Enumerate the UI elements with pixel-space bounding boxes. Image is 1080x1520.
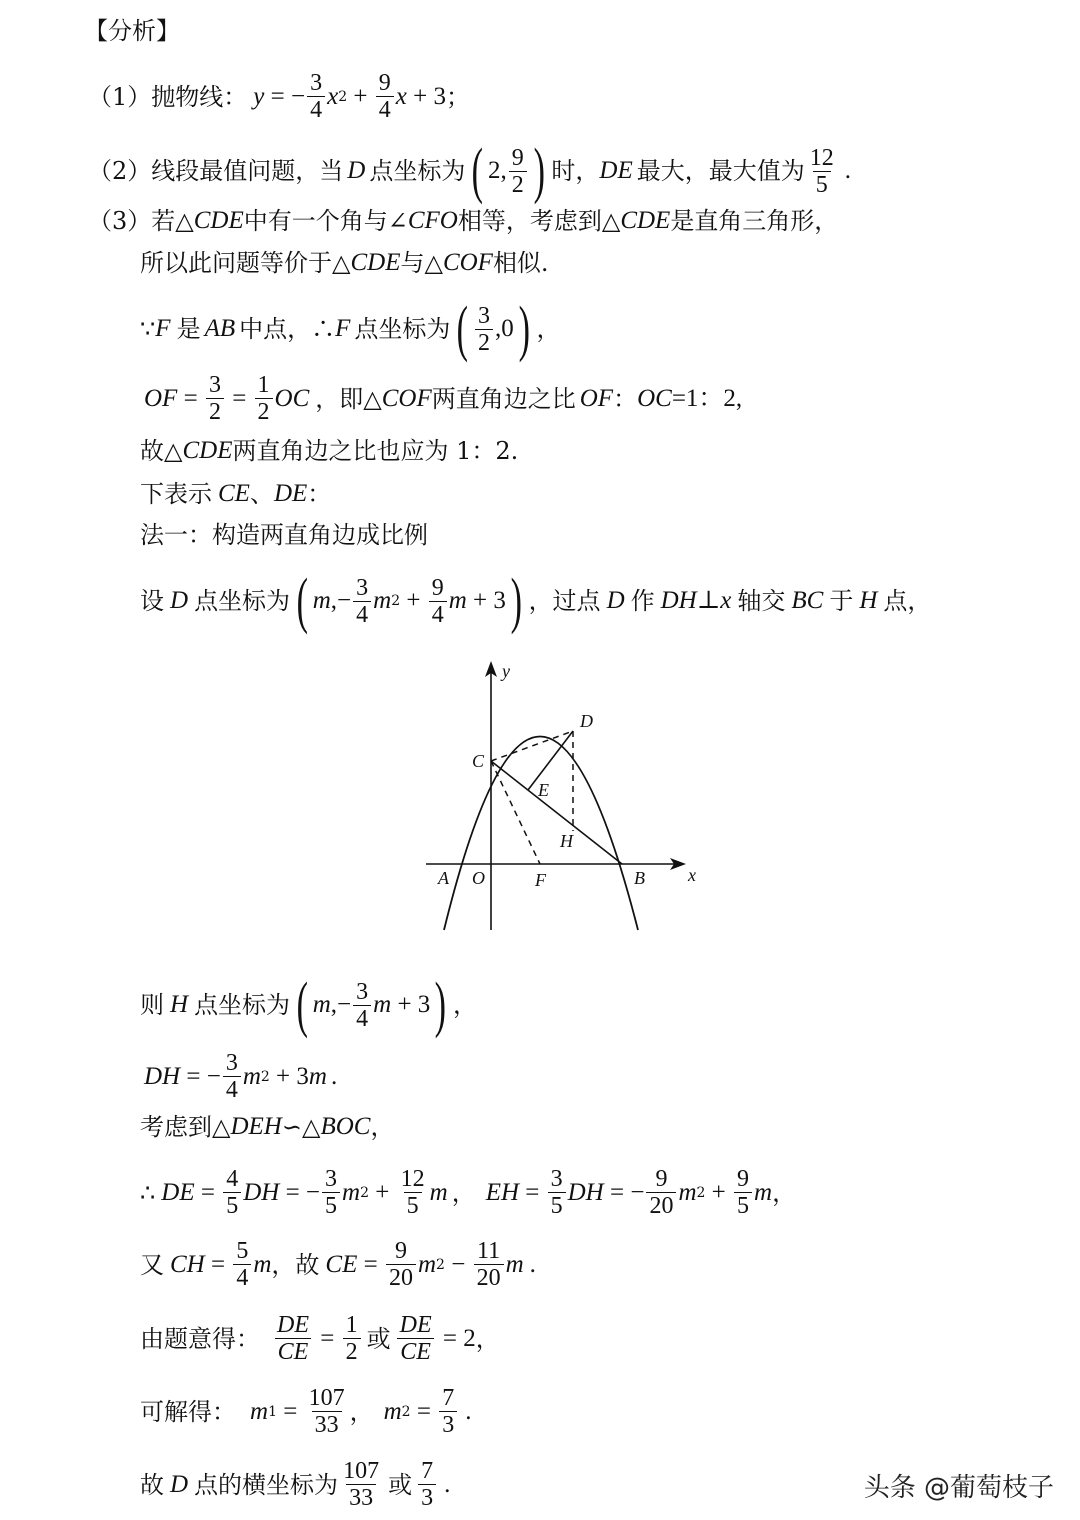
label-h: H [560,831,573,851]
label-x: x [688,865,696,885]
part2-max-text: 最大，最大值为 [636,157,805,185]
part3-line15: 可解得： m 1 = $\frac{107}{33}$ ， m 2 = $\frac{7}{3}$ . [140,1385,472,1438]
part2-label: （2）线段最值问题，当 [88,157,344,185]
part3-line5: 故△ CDE 两直角边之比也应为 1：2. [140,437,519,465]
label-o: O [472,868,485,888]
part3-line9: 则 H 点坐标为 ( m ,− $\frac{3}{4}$ m + 3 ) ， [140,971,477,1039]
label-b: B [634,868,645,888]
part3-line1: （3）若△ CDE 中有一个角与∠ CFO 相等，考虑到△ CDE 是直角三角形， [88,207,839,235]
point-d: D [347,157,366,184]
fraction-12-5: $\frac{12}{5}$ [809,144,834,198]
part3-line7: 法一：构造两直角边成比例 [140,521,428,549]
label-f: F [535,870,546,890]
part3-line13: 又 CH = $\frac{5}{4}$ m ，故 CE = $\frac{9}{20}$ m 2 − $\frac{11}{20}$ m . [140,1238,536,1291]
part1-line: （1）抛物线： y = − $\frac{3}{4}$ x 2 + $\frac{9}{4}$ x + 3 ； [88,70,470,123]
part3-line10: DH = − $\frac{3}{4}$ m 2 + 3 m . [144,1050,338,1103]
formula-y: y [253,82,265,110]
part2-when: 时， [551,157,600,185]
label-a: A [438,868,449,888]
coord-d-max: ( 2, $\frac{9}{2}$ ) [471,137,545,205]
segment-de: DE [599,157,633,184]
label-d: D [580,711,593,731]
segment-de [528,731,573,790]
part3-line14: 由题意得： $\frac{DE}{CE}$ = $\frac{1}{2}$ 或 $\frac{DE}{CE}$ = 2 ， [140,1312,500,1365]
coord-f: ( $\frac{3}{2}$ ,0 ) [457,295,530,363]
segment-cf [491,761,540,864]
segment-cb [491,761,622,864]
part3-line8: 设 D 点坐标为 ( m ,− $\frac{3}{4}$ m 2 + $\frac{9}{4}$ m + 3 ) ，过点 D 作 DH ⊥ x 轴交 BC 于 H 点， [140,567,932,635]
part3-line3: ∵ F 是 AB 中点，∴ F 点坐标为 ( $\frac{3}{2}$ ,0 ) ， [140,295,561,363]
label-e: E [538,780,549,800]
fraction-3-4: $\frac{3}{4}$ [307,70,325,123]
watermark: 头条 @葡萄枝子 [863,1473,1054,1503]
label-y: y [502,661,510,681]
part3-line4: OF = $\frac{3}{2}$ = $\frac{1}{2}$ OC ，即△ COF 两直角边之比 OF ： OC =1：2, [144,372,743,425]
parabola-figure [418,655,718,940]
coord-h: ( m ,− $\frac{3}{4}$ m + 3 ) [296,971,447,1039]
part3-line6: 下表示 CE 、 DE ： [140,480,332,508]
part1-label: （1）抛物线： [88,82,248,111]
part2-mid: 点坐标为 [369,157,466,185]
coord-d-general: ( m ,− $\frac{3}{4}$ m 2 + $\frac{9}{4}$ m + 3 ) [296,567,522,635]
part1-end: ； [445,82,470,111]
label-c: C [472,751,485,771]
part3-line11: 考虑到△ DEH ∽△ BOC ， [140,1113,395,1141]
part3-line12: ∴ DE = $\frac{4}{5}$ DH = − $\frac{3}{5}$ m 2 + $\frac{12}{5}$ m ， EH = $\frac{3}{5}$ DH = − $\frac{9}{20}$ m 2 + $\frac{9}{5}$ m ， [140,1166,797,1219]
part2-line: （2）线段最值问题，当 D 点坐标为 ( 2, $\frac{9}{2}$ ) 时， DE 最大，最大值为 $\frac{12}{5}$ . [88,137,851,205]
part3-line2: 所以此问题等价于△ CDE 与△ COF 相似. [140,249,549,277]
part3-line16: 故 D 点的横坐标为 $\frac{107}{33}$ 或 $\frac{7}{3}$ . [140,1458,451,1511]
section-header: 【分析】 [84,17,180,45]
fraction-9-4: $\frac{9}{4}$ [376,70,394,123]
